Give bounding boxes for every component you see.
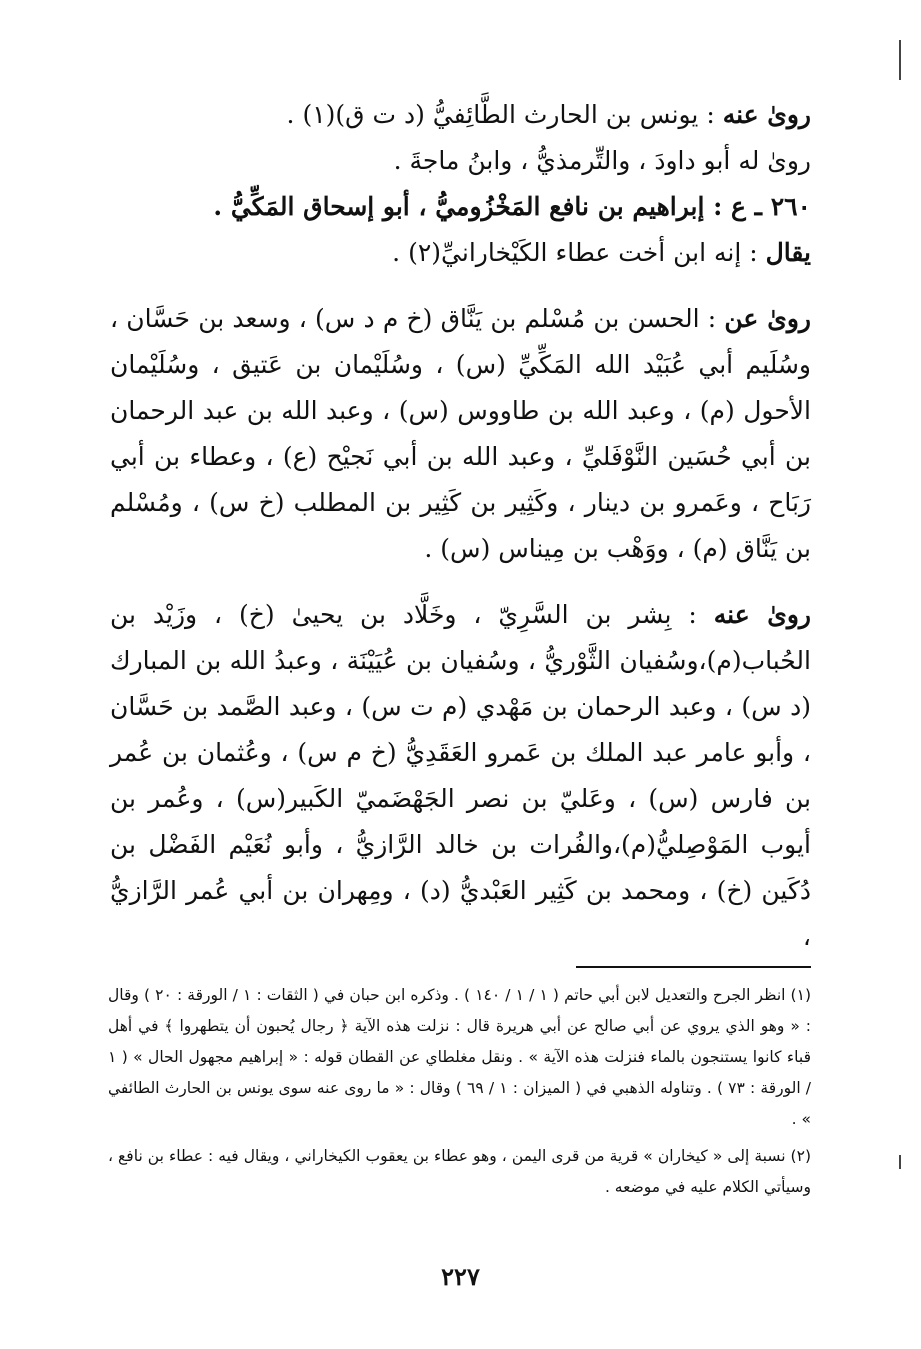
paragraph-text: : يونس بن الحارث الطَّائِفيُّ (د ت ق)(١) . (286, 100, 715, 129)
margin-mark (899, 40, 901, 80)
section-label: يقال (765, 238, 811, 267)
narrators-from-him-1 (110, 92, 811, 138)
footnotes (108, 980, 811, 1203)
entry-260-heading (110, 184, 811, 276)
main-text (110, 92, 811, 960)
page-number: ٢٢٧ (441, 1262, 480, 1291)
entry-heading: ٢٦٠ ـ ع : إبراهيم بن نافع المَخْزُوميُّ ، أبو إسحاق المَكِّيُّ . (213, 192, 811, 221)
margin-mark (899, 1155, 901, 1169)
section-label: روىٰ عنه (713, 600, 812, 629)
paragraph-text: روىٰ له أبو داودَ ، والتِّرمذيُّ ، وابنُ ماجةَ . (393, 146, 811, 175)
narrators-from-him-2 (110, 592, 811, 960)
section-label: روىٰ عنه (722, 100, 811, 129)
paragraph-text: : الحسن بن مُسْلم بن يَنَّاق (خ م د س) ، وسعد بن حَسَّان ، وسُلَيم أبي عُبَيْد الله المَكِّيِّ (س) ، وسُلَيْمان بن عَتيق ، وسُلَيْمان الأحول (م) ، وعبد الله بن طاووس (س) ، وعبد الله بن عبد الرحمان بن أبي حُسَين النَّوْفَليِّ ، وعبد الله بن أبي نَجيْح (ع) ، وعطاء بن أبي رَبَاح ، وعَمرو بن دينار ، وكَثِير بن كَثِير بن المطلب (خ س) ، ومُسْلم بن يَنَّاق (م) ، ووَهْب بن مِيناس (س) . (110, 304, 811, 563)
paragraph-text: : إنه ابن أخت عطاء الكَيْخارانيِّ(٢) . (392, 238, 758, 267)
footnote-1: (١) انظر الجرح والتعديل لابن أبي حاتم ( ١ / ١ / ١٤٠ ) . وذكره ابن حبان في ( الثقات : ١ / الورقة : ٢٠ ) وقال : « وهو الذي يروي عن أبي صالح عن أبي هريرة قال : نزلت هذه الآية ﴿ رجال يُحبون أن يتطهروا ﴾ في أهل قباء كانوا يستنجون بالماء فنزلت هذه الآية » . ونقل مغلطاي عن القطان قوله : « إبراهيم مجهول الحال » ( ١ / الورقة : ٧٣ ) . وتناوله الذهبي في ( الميزان : ١ / ٦٩ ) وقال : « ما روى عنه سوى يونس بن الحارث الطائفي » . (108, 986, 812, 1128)
footnote-divider (576, 966, 811, 968)
paragraph-text: : بِشر بن السَّرِيّ ، وخَلَّاد بن يحيىٰ (خ) ، وزَيْد بن الحُباب(م)،وسُفيان الثَّوْريُّ ، وسُفيان بن عُيَيْنَة ، وعبدُ الله بن المبارك (د س) ، وعبد الرحمان بن مَهْدي (م ت س) ، وعبد الصَّمد بن حَسَّان ، وأبو عامر عبد الملك بن عَمرو العَقَدِيُّ (خ م س) ، وعُثمان بن عُمر بن فارس (س) ، وعَليّ بن نصر الجَهْضَميّ الكَبير(س) ، وعُمر بن أيوب المَوْصِليُّ(م)،والفُرات بن خالد الرَّازيُّ ، وأبو نُعَيْم الفَضْل بن دُكَين (خ) ، ومحمد بن كَثِير العَبْديُّ (د) ، ومِهران بن أبي عُمر الرَّازيُّ ، (110, 600, 811, 951)
narrated-from (110, 296, 811, 572)
section-label: روىٰ عن (724, 304, 811, 333)
transmitted-by (110, 138, 811, 184)
footnote-2: (٢) نسبة إلى « كيخاران » قرية من قرى اليمن ، وهو عطاء بن يعقوب الكيخاراني ، ويقال فيه : عطاء بن نافع ، وسيأتي الكلام عليه في موضعه . (108, 1147, 811, 1196)
